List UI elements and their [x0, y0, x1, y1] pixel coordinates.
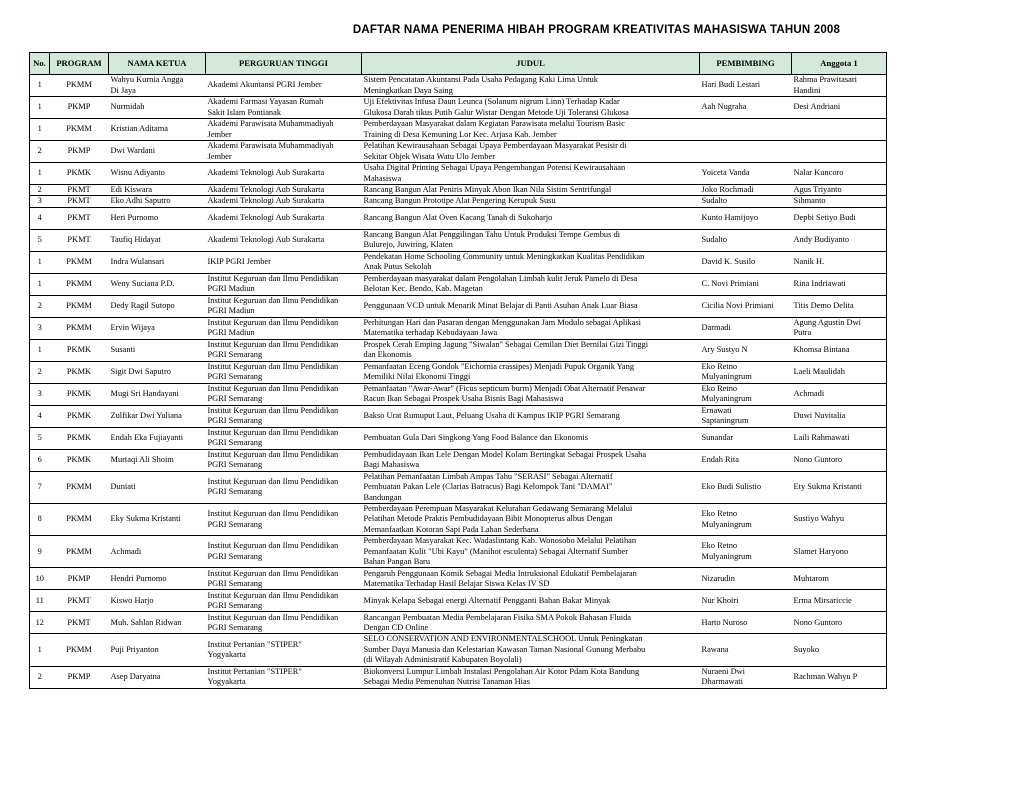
cell-pembimbing: Darmadi [700, 317, 792, 339]
cell-nama-ketua: Weny Suciana P.D. [109, 273, 206, 295]
cell-no: 11 [30, 590, 50, 612]
cell-judul: Pelatihan Kewirausahaan Sebagai Upaya Pemberdayaan Masyarakat Pesisir di Sekitar Objek Wisata Watu Ulo Jember [362, 141, 700, 163]
cell-nama-ketua: Muh. Sahlan Ridwan [109, 612, 206, 634]
cell-perguruan-tinggi: Akademi Parawisata Muhammadiyah Jember [206, 141, 362, 163]
table-row [30, 536, 887, 568]
cell-perguruan-tinggi: Institut Keguruan dan Ilmu Pendidikan PGRI Semarang [206, 449, 362, 471]
cell-program: PKMT [50, 185, 109, 196]
cell-nama-ketua: Hendri Purnomo [109, 568, 206, 590]
cell-program: PKMT [50, 612, 109, 634]
cell-pembimbing: Aah Nugraha [700, 97, 792, 119]
cell-nama-ketua: Heri Purnomo [109, 207, 206, 229]
cell-anggota: Depbi Setiyo Budi [792, 207, 887, 229]
col-header-nama-ketua: NAMA KETUA [109, 53, 206, 75]
cell-nama-ketua: Sigit Dwi Saputro [109, 361, 206, 383]
table-row [30, 119, 887, 141]
cell-program: PKMK [50, 405, 109, 427]
cell-anggota: Titis Demo Delita [792, 295, 887, 317]
cell-nama-ketua: Duniati [109, 471, 206, 503]
cell-no: 10 [30, 568, 50, 590]
table-row [30, 273, 887, 295]
cell-no: 3 [30, 383, 50, 405]
cell-pembimbing: Sunandar [700, 427, 792, 449]
cell-program: PKMM [50, 317, 109, 339]
cell-no: 2 [30, 361, 50, 383]
cell-judul: Biokonversi Lumpur Limbah Instalasi Pengolahan Air Kotor Pdam Kota Bandung Sebagai Media Pemenuhan Nutrisi Tanaman Hias [362, 666, 700, 688]
cell-judul: Pemberdayaan Perempuan Masyarakat Kelurahan Gedawang Semarang Melalui Pelatihan Metode Praktis Pembudidayaan Bibit Monopterus albus Dengan Memanfaatkan Kotoran Sapi Pada Lahan Sederhana [362, 504, 700, 536]
cell-perguruan-tinggi: Institut Keguruan dan Ilmu Pendidikan PGRI Semarang [206, 339, 362, 361]
cell-anggota: Erma Mirsariccie [792, 590, 887, 612]
table-row [30, 251, 887, 273]
cell-pembimbing: Eko Retno Mulyaningrum [700, 504, 792, 536]
table-row [30, 568, 887, 590]
cell-program: PKMT [50, 590, 109, 612]
cell-program: PKMP [50, 97, 109, 119]
table-row [30, 317, 887, 339]
cell-perguruan-tinggi: IKIP PGRI Jember [206, 251, 362, 273]
cell-anggota: Khomsa Bintana [792, 339, 887, 361]
cell-pembimbing: Joko Rochmadi [700, 185, 792, 196]
table-row [30, 207, 887, 229]
table-row [30, 75, 887, 97]
cell-nama-ketua: Eky Sukma Kristanti [109, 504, 206, 536]
cell-program: PKMM [50, 504, 109, 536]
col-header-perguruan-tinggi: PERGURUAN TINGGI [206, 53, 362, 75]
cell-program: PKMK [50, 427, 109, 449]
cell-judul: Rancang Bangun Alat Peniris Minyak Abon Ikan Nila Sistim Sentrifungal [362, 185, 700, 196]
document-title: DAFTAR NAMA PENERIMA HIBAH PROGRAM KREATIVITAS MAHASISWA TAHUN 2008 [352, 24, 841, 36]
cell-nama-ketua: Endah Eka Fujiayanti [109, 427, 206, 449]
cell-judul: Pengaruh Penggunaan Komik Sebagai Media Intruksional Edukatif Pembelajaran Matematika Terhadap Hasil Belajar Siswa Kelas IV SD [362, 568, 700, 590]
cell-nama-ketua: Nurmidah [109, 97, 206, 119]
cell-anggota: Rahma Prawitasari Handini [792, 75, 887, 97]
cell-pembimbing: David K. Susilo [700, 251, 792, 273]
table-row [30, 405, 887, 427]
cell-perguruan-tinggi: Institut Keguruan dan Ilmu Pendidikan PGRI Semarang [206, 568, 362, 590]
cell-no: 1 [30, 273, 50, 295]
cell-perguruan-tinggi: Institut Keguruan dan Ilmu Pendidikan PGRI Madiun [206, 273, 362, 295]
table-row [30, 295, 887, 317]
cell-program: PKMM [50, 295, 109, 317]
cell-program: PKMM [50, 75, 109, 97]
cell-anggota: Achmadi [792, 383, 887, 405]
cell-perguruan-tinggi: Institut Keguruan dan Ilmu Pendidikan PGRI Semarang [206, 405, 362, 427]
cell-pembimbing: Sudalto [700, 196, 792, 207]
cell-judul: Pemanfaatan "Awar-Awar" (Ficus septicum burm) Menjadi Obat Alternatif Penawar Racun Ikan Sebagai Prospek Usaha Bisnis Bagi Mahasiswa [362, 383, 700, 405]
cell-judul: Pemberdayaan masyarakat dalam Pengolahan Limbah kulit Jeruk Pamelo di Desa Belotan Kec. Bendo, Kab. Magetan [362, 273, 700, 295]
cell-judul: Pemberdayaan Masyarakat dalam Kegiatan Parawisata melalui Tourism Basic Training di Desa Kemuning Lor Kec. Arjasa Kab. Jember [362, 119, 700, 141]
cell-nama-ketua: Mugi Sri Handayani [109, 383, 206, 405]
table-row [30, 361, 887, 383]
cell-no: 1 [30, 97, 50, 119]
cell-judul: Bakso Urat Rumuput Laut, Peluang Usaha di Kampus IKIP PGRI Semarang [362, 405, 700, 427]
cell-nama-ketua: Dedy Ragil Sutopo [109, 295, 206, 317]
cell-no: 1 [30, 339, 50, 361]
cell-perguruan-tinggi: Akademi Teknologi Aub Surakarta [206, 185, 362, 196]
cell-program: PKMM [50, 634, 109, 666]
cell-perguruan-tinggi: Akademi Teknologi Aub Surakarta [206, 207, 362, 229]
table-row [30, 339, 887, 361]
cell-perguruan-tinggi: Akademi Farmasi Yayasan Rumah Sakit Islam Pontianak [206, 97, 362, 119]
cell-program: PKMK [50, 361, 109, 383]
cell-judul: Pendekatan Home Schooling Community untuk Meningkatkan Kualitas Pendidikan Anak Putus Sekolah [362, 251, 700, 273]
cell-no: 2 [30, 666, 50, 688]
cell-anggota: Agus Triyanto [792, 185, 887, 196]
cell-no: 2 [30, 185, 50, 196]
cell-program: PKMM [50, 119, 109, 141]
cell-judul: Penggunaan VCD untuk Menarik Minat Belajar di Panti Asuhan Anak Luar Biasa [362, 295, 700, 317]
cell-pembimbing: Eko Retno Mulyaningrum [700, 536, 792, 568]
cell-nama-ketua: Murtaqi Ali Shoim [109, 449, 206, 471]
cell-anggota: Nalar Kuncoro [792, 163, 887, 185]
cell-anggota: Sihmanto [792, 196, 887, 207]
cell-program: PKMK [50, 383, 109, 405]
cell-anggota: Andy Budiyanto [792, 229, 887, 251]
cell-nama-ketua: Asep Daryatna [109, 666, 206, 688]
cell-perguruan-tinggi: Institut Keguruan dan Ilmu Pendidikan PGRI Semarang [206, 590, 362, 612]
cell-nama-ketua: Kristian Aditama [109, 119, 206, 141]
cell-no: 8 [30, 504, 50, 536]
cell-anggota: Rina Indriawati [792, 273, 887, 295]
table-row [30, 666, 887, 688]
cell-perguruan-tinggi: Institut Keguruan dan Ilmu Pendidikan PGRI Semarang [206, 383, 362, 405]
table-row [30, 383, 887, 405]
cell-nama-ketua: Edi Kiswara [109, 185, 206, 196]
col-header-no: No. [30, 53, 50, 75]
cell-perguruan-tinggi: Institut Keguruan dan Ilmu Pendidikan PGRI Madiun [206, 317, 362, 339]
cell-perguruan-tinggi: Institut Keguruan dan Ilmu Pendidikan PGRI Semarang [206, 427, 362, 449]
cell-program: PKMK [50, 449, 109, 471]
cell-perguruan-tinggi: Akademi Parawisata Muhammadiyah Jember [206, 119, 362, 141]
cell-anggota: Muhtarom [792, 568, 887, 590]
cell-anggota: Suyoko [792, 634, 887, 666]
cell-anggota: Rachman Wahyu P [792, 666, 887, 688]
table-row [30, 141, 887, 163]
cell-anggota: Duwi Nuvitalia [792, 405, 887, 427]
cell-pembimbing: Harto Nuroso [700, 612, 792, 634]
cell-nama-ketua: Wahyu Kurnia Angga Di Jaya [109, 75, 206, 97]
table-row [30, 504, 887, 536]
cell-nama-ketua: Ervin Wijaya [109, 317, 206, 339]
cell-pembimbing: Eko Budi Sulistio [700, 471, 792, 503]
table-row [30, 612, 887, 634]
cell-no: 2 [30, 141, 50, 163]
cell-program: PKMM [50, 471, 109, 503]
cell-program: PKMT [50, 207, 109, 229]
cell-perguruan-tinggi: Institut Pertanian "STIPER" Yogyakarta [206, 634, 362, 666]
cell-no: 7 [30, 471, 50, 503]
cell-perguruan-tinggi: Institut Keguruan dan Ilmu Pendidikan PGRI Semarang [206, 612, 362, 634]
cell-pembimbing [700, 141, 792, 163]
recipients-table [29, 52, 887, 689]
cell-no: 5 [30, 427, 50, 449]
cell-pembimbing: Sudalto [700, 229, 792, 251]
cell-no: 1 [30, 75, 50, 97]
table-row [30, 97, 887, 119]
cell-pembimbing: Nur Khoiri [700, 590, 792, 612]
cell-program: PKMP [50, 141, 109, 163]
cell-pembimbing: Ernawati Saptaningrum [700, 405, 792, 427]
col-header-judul: JUDUL [362, 53, 700, 75]
cell-judul: Rancang Bangun Alat Oven Kacang Tanah di Sukoharjo [362, 207, 700, 229]
cell-judul: Pemberdayaan Masyarakat Kec. Wadaslintang Kab. Wonosobo Melalui Pelatihan Pemanfaatan Kulit "Ubi Kayu" (Manihot esculenta) Sebagai Alternatif Sumber Bahan Pangan Baru [362, 536, 700, 568]
cell-pembimbing: Ary Sustyo N [700, 339, 792, 361]
cell-judul: SELO CONSERVATION AND ENVIRONMENTALSCHOOL Untuk Peningkatan Sumber Daya Manusia dan Kelestarian Kawasan Taman Nasional Gunung Merbabu (di Wilayah Administratif Kabupaten Boyolali) [362, 634, 700, 666]
cell-no: 3 [30, 196, 50, 207]
cell-no: 9 [30, 536, 50, 568]
cell-nama-ketua: Susanti [109, 339, 206, 361]
cell-anggota: Desi Andriani [792, 97, 887, 119]
cell-anggota: Slamet Haryono [792, 536, 887, 568]
table-row [30, 185, 887, 196]
table-row [30, 427, 887, 449]
cell-program: PKMK [50, 163, 109, 185]
table-row [30, 163, 887, 185]
cell-perguruan-tinggi: Akademi Teknologi Aub Surakarta [206, 163, 362, 185]
cell-no: 4 [30, 405, 50, 427]
cell-pembimbing [700, 119, 792, 141]
cell-perguruan-tinggi: Akademi Teknologi Aub Surakarta [206, 196, 362, 207]
col-header-pembimbing: PEMBIMBING [700, 53, 792, 75]
cell-program: PKMM [50, 251, 109, 273]
col-header-program: PROGRAM [50, 53, 109, 75]
cell-no: 4 [30, 207, 50, 229]
cell-nama-ketua: Taufiq Hidayat [109, 229, 206, 251]
cell-pembimbing: Yoiceta Vanda [700, 163, 792, 185]
cell-perguruan-tinggi: Institut Keguruan dan Ilmu Pendidikan PGRI Semarang [206, 361, 362, 383]
cell-pembimbing: Nizarudin [700, 568, 792, 590]
cell-perguruan-tinggi: Akademi Teknologi Aub Surakarta [206, 229, 362, 251]
cell-pembimbing: Nuraeni Dwi Dharmawati [700, 666, 792, 688]
table-row [30, 590, 887, 612]
cell-anggota [792, 119, 887, 141]
cell-no: 3 [30, 317, 50, 339]
cell-no: 1 [30, 119, 50, 141]
cell-perguruan-tinggi: Institut Pertanian "STIPER" Yogyakarta [206, 666, 362, 688]
cell-no: 5 [30, 229, 50, 251]
cell-program: PKMK [50, 339, 109, 361]
table-row [30, 471, 887, 503]
cell-nama-ketua: Zulfikar Dwi Yuliana [109, 405, 206, 427]
cell-anggota: Ety Sukma Kristanti [792, 471, 887, 503]
cell-pembimbing: Hari Budi Lestari [700, 75, 792, 97]
cell-judul: Prospek Cerah Emping Jagung "Siwalan" Sebagai Cemilan Diet Bernilai Gizi Tinggi dan Ekonomis [362, 339, 700, 361]
cell-no: 12 [30, 612, 50, 634]
cell-judul: Uji Efektivitas Infusa Daun Leunca (Solanum nigrum Linn) Terhadap Kadar Glukosa Darah tikus Putih Galur Wistar Dengan Metode Uji Toleransi Glukosa [362, 97, 700, 119]
cell-judul: Sistem Pencatatan Akuntansi Pada Usaha Pedagang Kaki Lima Untuk Meningkatkan Daya Saing [362, 75, 700, 97]
cell-judul: Rancang Bangun Prototipe Alat Pengering Kerupuk Susu [362, 196, 700, 207]
cell-judul: Pemanfaatan Eceng Gondok "Eichornia crassipes) Menjadi Pupuk Organik Yang Memiliki Nilai Ekonomi Tinggi [362, 361, 700, 383]
cell-anggota: Nono Guntoro [792, 612, 887, 634]
cell-nama-ketua: Eko Adhi Saputro [109, 196, 206, 207]
cell-anggota: Nono Guntoro [792, 449, 887, 471]
cell-perguruan-tinggi: Institut Keguruan dan Ilmu Pendidikan PGRI Semarang [206, 471, 362, 503]
cell-anggota: Laeli Maulidah [792, 361, 887, 383]
table-row [30, 229, 887, 251]
cell-program: PKMT [50, 229, 109, 251]
cell-anggota: Sustiyo Wahyu [792, 504, 887, 536]
table-row [30, 196, 887, 207]
cell-judul: Usaha Digital Printing Sebagai Upaya Pengembangan Potensi Kewirausahaan Mahasiswa [362, 163, 700, 185]
cell-nama-ketua: Achmadi [109, 536, 206, 568]
cell-program: PKMM [50, 536, 109, 568]
cell-pembimbing: C. Novi Primiani [700, 273, 792, 295]
cell-judul: Perhitungan Hari dan Pasaran dengan Menggunakan Jam Modulo sebagai Aplikasi Matematika terhadap Kebudayaan Jawa [362, 317, 700, 339]
cell-judul: Rancangan Pembuatan Media Pembelajaran Fisika SMA Pokok Bahasan Fluida Dengan CD Online [362, 612, 700, 634]
cell-pembimbing: Eko Retno Mulyaningrum [700, 361, 792, 383]
cell-anggota [792, 141, 887, 163]
cell-program: PKMP [50, 568, 109, 590]
cell-pembimbing: Eko Retno Mulyaningrum [700, 383, 792, 405]
cell-perguruan-tinggi: Institut Keguruan dan Ilmu Pendidikan PGRI Madiun [206, 295, 362, 317]
cell-pembimbing: Cicilia Novi Primiani [700, 295, 792, 317]
cell-program: PKMT [50, 196, 109, 207]
cell-no: 6 [30, 449, 50, 471]
cell-anggota: Laili Rahmawati [792, 427, 887, 449]
cell-program: PKMP [50, 666, 109, 688]
cell-no: 1 [30, 634, 50, 666]
cell-perguruan-tinggi: Institut Keguruan dan Ilmu Pendidikan PGRI Semarang [206, 536, 362, 568]
table-row [30, 634, 887, 666]
table-row [30, 449, 887, 471]
cell-no: 2 [30, 295, 50, 317]
table-header-row [30, 53, 887, 75]
cell-no: 1 [30, 163, 50, 185]
cell-nama-ketua: Wisnu Adiyanto [109, 163, 206, 185]
cell-anggota: Nanik H. [792, 251, 887, 273]
cell-judul: Pembudidayaan Ikan Lele Dengan Model Kolam Bertingkat Sebagai Prospek Usaha Bagi Mahasiswa [362, 449, 700, 471]
cell-no: 1 [30, 251, 50, 273]
cell-nama-ketua: Indra Wulansari [109, 251, 206, 273]
cell-judul: Pembuatan Gula Dari Singkong Yang Food Balance dan Ekonomis [362, 427, 700, 449]
cell-judul: Pelatihan Pemanfaatan Limbah Ampas Tahu "SERASI" Sebagai Alternatif Pembuatan Pakan Lele (Clarias Batracus) Bagi Kelompok Tani "DAMAI" Bandungan [362, 471, 700, 503]
cell-pembimbing: Endah Rita [700, 449, 792, 471]
cell-judul: Minyak Kelapa Sebagai energi Alternatif Pengganti Bahan Bakar Minyak [362, 590, 700, 612]
cell-judul: Rancang Bangun Alat Penggilingan Tahu Untuk Produksi Tempe Gembus di Bulurejo, Juwiring, Klaten [362, 229, 700, 251]
cell-pembimbing: Kunto Hamijoyo [700, 207, 792, 229]
cell-perguruan-tinggi: Institut Keguruan dan Ilmu Pendidikan PGRI Semarang [206, 504, 362, 536]
cell-nama-ketua: Kiswo Harjo [109, 590, 206, 612]
col-header-anggota-1: Anggota 1 [792, 53, 887, 75]
cell-program: PKMM [50, 273, 109, 295]
cell-perguruan-tinggi: Akademi Akuntansi PGRI Jember [206, 75, 362, 97]
cell-nama-ketua: Puji Priyanton [109, 634, 206, 666]
cell-pembimbing: Rawana [700, 634, 792, 666]
cell-nama-ketua: Dwi Wardani [109, 141, 206, 163]
cell-anggota: Agung Agustin Dwi Putra [792, 317, 887, 339]
